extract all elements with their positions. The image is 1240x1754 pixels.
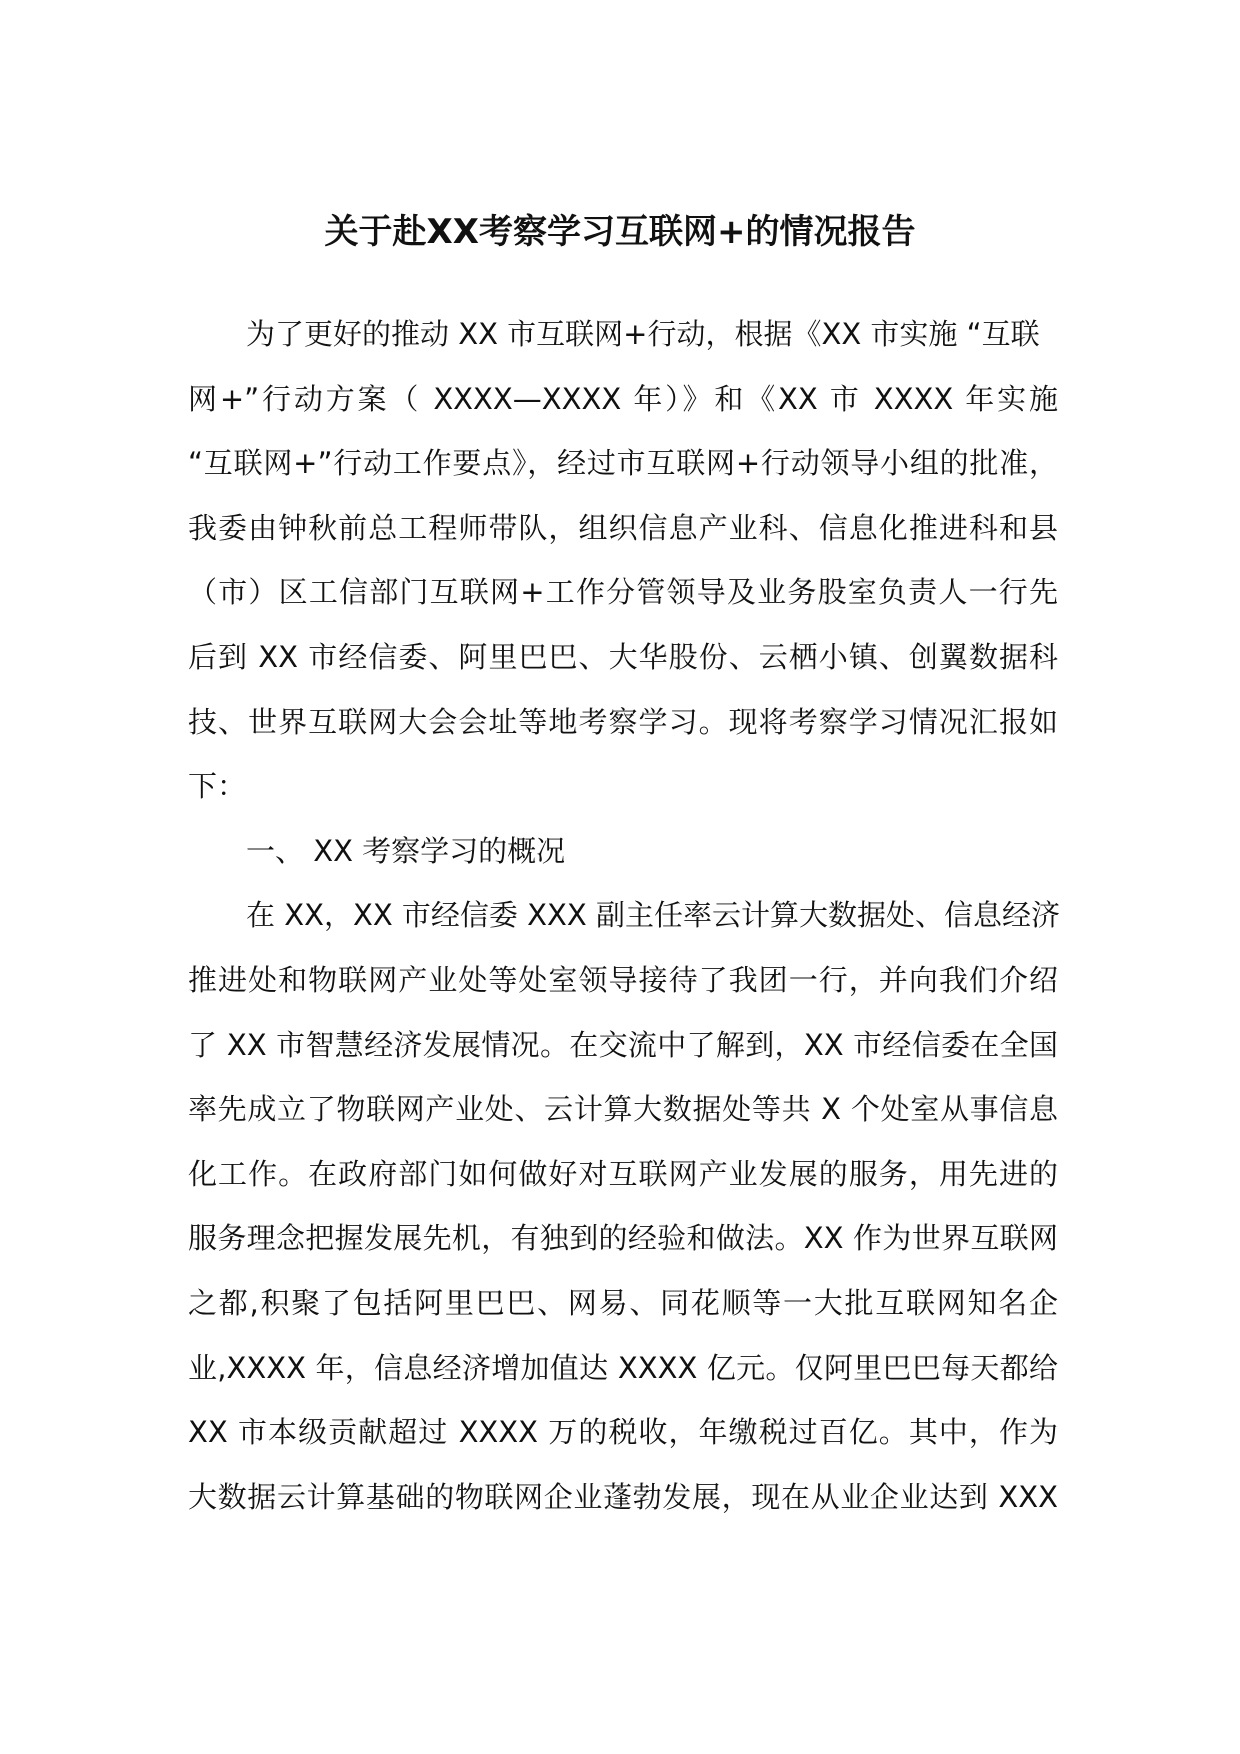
paragraph-line: 业,XXXX 年，信息经济增加值达 XXXX 亿元。仅阿里巴巴每天都给 [188, 1350, 1058, 1385]
paragraph-line: 后到 XX 市经信委、阿里巴巴、大华股份、云栖小镇、创翼数据科 [188, 639, 1058, 674]
paragraph-line: 网+”行动方案（ XXXX—XXXX 年）》和《XX 市 XXXX 年实施 [188, 381, 1058, 416]
paragraph-line: 化工作。在政府部门如何做好对互联网产业发展的服务，用先进的 [188, 1156, 1058, 1191]
paragraph-line: 技、世界互联网大会会址等地考察学习。现将考察学习情况汇报如 [188, 704, 1058, 739]
paragraph-line: XX 市本级贡献超过 XXXX 万的税收，年缴税过百亿。其中，作为 [188, 1415, 1058, 1450]
paragraph-line: 我委由钟秋前总工程师带队，组织信息产业科、信息化推进科和县 [188, 510, 1058, 545]
document-title: 关于赴XX考察学习互联网+的情况报告 [324, 212, 916, 252]
paragraph-line: 为了更好的推动 XX 市互联网+行动，根据《XX 市实施 “互联 [246, 317, 1040, 351]
paragraph-line: 之都,积聚了包括阿里巴巴、网易、同花顺等一大批互联网知名企 [188, 1285, 1058, 1320]
paragraph-line: 下： [188, 769, 247, 804]
paragraph-line: 推进处和物联网产业处等处室领导接待了我团一行，并向我们介绍 [188, 962, 1058, 997]
paragraph-line: 了 XX 市智慧经济发展情况。在交流中了解到，XX 市经信委在全国 [188, 1027, 1058, 1062]
paragraph-line: “互联网+”行动工作要点》，经过市互联网+行动领导小组的批准， [188, 446, 1058, 481]
paragraph-line: （市）区工信部门互联网+工作分管领导及业务股室负责人一行先 [188, 575, 1058, 610]
section-heading: 一、 XX 考察学习的概况 [246, 833, 566, 868]
document-body [188, 302, 1058, 1529]
paragraph-line: 服务理念把握发展先机，有独到的经验和做法。XX 作为世界互联网 [188, 1221, 1058, 1256]
paragraph-line: 大数据云计算基础的物联网企业蓬勃发展，现在从业企业达到 XXX [188, 1479, 1058, 1514]
paragraph-line: 率先成立了物联网产业处、云计算大数据处等共 X 个处室从事信息 [188, 1092, 1058, 1127]
paragraph-line: 在 XX，XX 市经信委 XXX 副主任率云计算大数据处、信息经济 [246, 898, 1060, 933]
